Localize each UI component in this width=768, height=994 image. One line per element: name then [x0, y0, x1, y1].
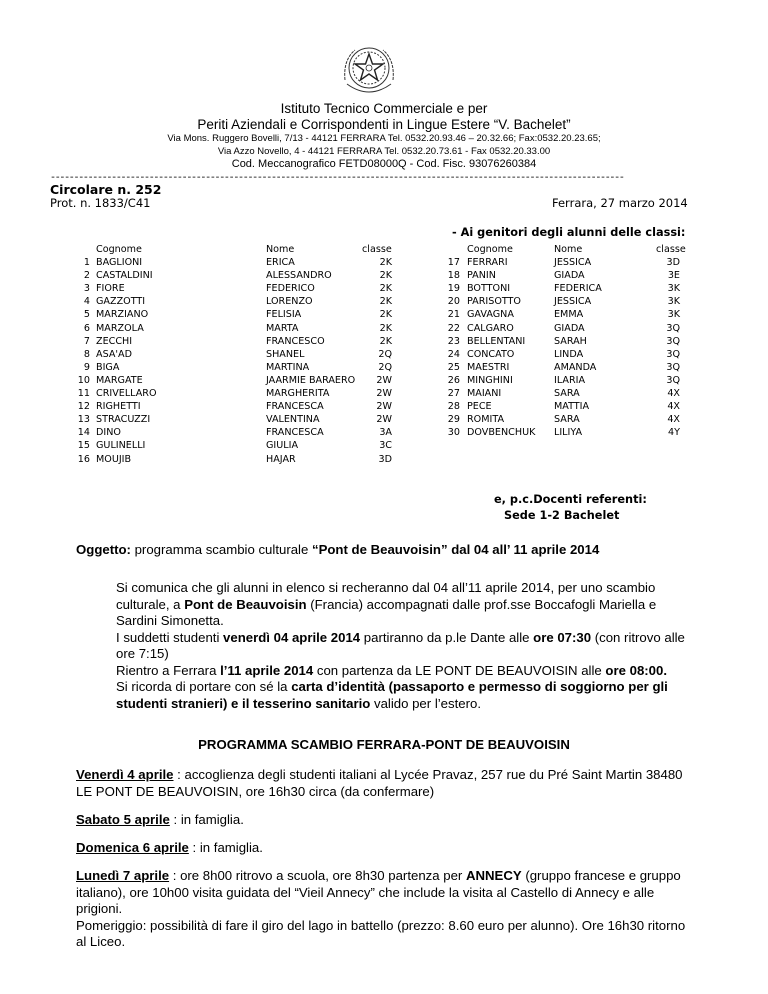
student-class: 3Q	[666, 374, 680, 386]
student-name: ILARIA	[554, 374, 586, 386]
student-surname: ASA'AD	[96, 348, 132, 360]
student-class: 3C	[379, 440, 392, 452]
student-name: MATTIA	[554, 401, 590, 413]
recipients-line: - Ai genitori degli alunni delle classi:	[452, 226, 686, 239]
row-number: 22	[447, 322, 460, 334]
day-4-label: Lunedì 7 aprile	[76, 868, 170, 883]
programme-day-3: Domenica 6 aprile : in famiglia.	[76, 840, 263, 855]
row-number: 8	[83, 348, 90, 360]
student-class: 2K	[379, 322, 392, 334]
row-number: 11	[77, 388, 90, 399]
student-class: 3K	[667, 296, 680, 308]
row-number: 5	[83, 309, 90, 321]
student-class: 2W	[376, 388, 392, 399]
student-class: 3Q	[666, 361, 680, 373]
student-name: FEDERICA	[554, 283, 602, 295]
student-name: JAARMIE BARAERO	[266, 374, 356, 386]
student-surname: RIGHETTI	[96, 401, 141, 413]
day-1-label: Venerdì 4 aprile	[76, 767, 174, 782]
student-surname: MAESTRI	[467, 361, 510, 373]
header-name: Nome	[554, 244, 583, 255]
student-surname: STRACUZZI	[96, 414, 151, 426]
address-line1: Via Mons. Ruggero Bovelli, 7/13 - 44121 FERRARA Tel. 0532.20.93.46 – 20.32.66; Fax:0532.20.23.65;	[167, 133, 601, 144]
student-name: LILIYA	[554, 427, 583, 439]
student-surname: MAIANI	[467, 388, 502, 399]
header-separator: --------------------------------------------------------------------------------------------------------------------------	[50, 173, 624, 184]
student-class: 4X	[667, 401, 680, 413]
student-surname: BAGLIONI	[96, 257, 143, 268]
row-number: 29	[447, 414, 460, 426]
student-surname: DINO	[96, 427, 121, 439]
student-surname: ROMITA	[467, 414, 505, 426]
student-surname: FERRARI	[467, 257, 508, 268]
student-name: SHANEL	[266, 348, 305, 360]
institute-name-line2: Periti Aziendali e Corrispondenti in Lingue Estere “V. Bachelet”	[197, 117, 571, 132]
cc-line1: e, p.c.Docenti referenti:	[494, 493, 647, 506]
student-name: ALESSANDRO	[266, 270, 332, 282]
student-surname: CONCATO	[467, 348, 515, 360]
student-class: 2Q	[378, 361, 392, 373]
student-name: JESSICA	[554, 296, 592, 308]
header-class: classe	[656, 244, 686, 255]
row-number: 23	[447, 335, 460, 347]
student-name: EMMA	[554, 309, 584, 321]
student-surname: CASTALDINI	[96, 270, 153, 282]
student-surname: FIORE	[96, 283, 125, 295]
student-surname: CRIVELLARO	[96, 388, 157, 399]
student-class: 2W	[376, 401, 392, 413]
row-number: 4	[83, 296, 90, 308]
subject-label: Oggetto:	[76, 542, 131, 557]
address-line2: Via Azzo Novello, 4 - 44121 FERRARA Tel. 0532.20.73.61 - Fax 0532.20.33.00	[217, 146, 551, 157]
student-name: ERICA	[266, 257, 295, 268]
body-text	[76, 580, 696, 712]
student-surname: MARZIANO	[96, 309, 149, 321]
header-class: classe	[362, 244, 392, 255]
header-surname: Cognome	[96, 244, 142, 255]
subject-text: programma scambio culturale	[130, 542, 312, 557]
student-class: 3D	[666, 257, 680, 268]
student-class: 2K	[379, 335, 392, 347]
subject-line	[76, 542, 716, 559]
row-number: 21	[447, 309, 460, 321]
student-class: 3Q	[666, 348, 680, 360]
student-surname: MARGATE	[96, 374, 143, 386]
student-class: 3Q	[666, 322, 680, 334]
row-number: 1	[83, 257, 90, 268]
student-surname: DOVBENCHUK	[467, 427, 536, 439]
cc-line2: Sede 1-2 Bachelet	[504, 509, 620, 522]
student-class: 4Y	[668, 427, 680, 439]
student-surname: PECE	[467, 401, 492, 413]
student-class: 2K	[379, 270, 392, 282]
document-date: Ferrara, 27 marzo 2014	[552, 196, 688, 210]
student-surname: PANIN	[467, 270, 496, 282]
student-class: 2W	[376, 414, 392, 426]
student-name: MARTINA	[266, 361, 310, 373]
student-class: 2Q	[378, 348, 392, 360]
student-class: 2K	[379, 257, 392, 268]
student-class: 3D	[378, 453, 392, 465]
programme-day-4: Lunedì 7 aprile : ore 8h00 ritrovo a scuola, ore 8h30 partenza per ANNECY (gruppo francese e gruppo italiano), ore 10h00 visita guidata del “Vieil Annecy” che include la visita al Castello di Annecy e alle prigioni. Pomeriggio: possibilità di fare il giro del lago in battello (prezzo: 8.60 euro per alunno). Ore 16h30 ritorno al Liceo.	[76, 868, 696, 951]
row-number: 16	[77, 453, 90, 465]
programme-day-2: Sabato 5 aprile : in famiglia.	[76, 812, 244, 827]
programme-title: PROGRAMMA SCAMBIO FERRARA-PONT DE BEAUVOISIN	[198, 737, 570, 752]
row-number: 28	[447, 401, 460, 413]
student-class: 2K	[379, 283, 392, 295]
row-number: 18	[447, 270, 460, 282]
student-surname: MINGHINI	[467, 374, 513, 386]
paragraph-3: Rientro a Ferrara l’11 aprile 2014 con partenza da LE PONT DE BEAUVOISIN alle ore 08:00.	[116, 662, 668, 678]
subject-event: “Pont de Beauvoisin” dal 04 all’ 11 aprile 2014	[311, 542, 600, 557]
student-name: JESSICA	[554, 257, 592, 268]
student-name: MARTA	[266, 322, 299, 334]
circular-number: Circolare n. 252	[50, 182, 162, 197]
row-number: 26	[447, 374, 460, 386]
header-name: Nome	[266, 244, 295, 255]
day-3-label: Domenica 6 aprile	[76, 840, 189, 855]
student-name: FRANCESCA	[266, 427, 324, 439]
row-number: 12	[77, 401, 90, 413]
row-number: 30	[447, 427, 460, 439]
student-name: MARGHERITA	[266, 388, 330, 399]
student-class: 2W	[376, 374, 392, 386]
paragraph-1: Si comunica che gli alunni in elenco si recheranno dal 04 all’11 aprile 2014, per uno scambio culturale, a Pont de Beauvoisin (Francia) accompagnati dalle prof.sse Boccafogli Mariella e Sardini Simonetta.	[116, 580, 657, 628]
student-class: 3A	[379, 427, 392, 439]
student-name: GIADA	[554, 322, 585, 334]
row-number: 17	[447, 257, 460, 268]
student-surname: BELLENTANI	[467, 335, 526, 347]
row-number: 15	[77, 440, 90, 452]
student-name: AMANDA	[554, 361, 597, 373]
row-number: 9	[83, 361, 90, 373]
school-codes: Cod. Meccanografico FETD08000Q - Cod. Fisc. 93076260384	[231, 158, 537, 170]
paragraph-4: Si ricorda di portare con sé la carta d’identità (passaporto e permesso di soggiorno per gli studenti stranieri) e il tesserino sanitario valido per l’estero.	[116, 679, 668, 711]
student-class: 2K	[379, 309, 392, 321]
student-surname: PARISOTTO	[467, 296, 521, 308]
student-name: SARA	[554, 414, 580, 426]
row-number: 6	[83, 322, 90, 334]
student-name: VALENTINA	[266, 414, 320, 426]
row-number: 20	[447, 296, 460, 308]
student-name: SARA	[554, 388, 580, 399]
student-class: 3K	[667, 309, 680, 321]
institute-name-line1: Istituto Tecnico Commerciale e per	[280, 101, 488, 116]
student-surname: ZECCHI	[96, 335, 133, 347]
student-name: FELISIA	[266, 309, 302, 321]
row-number: 7	[83, 335, 90, 347]
student-name: SARAH	[554, 335, 587, 347]
row-number: 27	[447, 388, 460, 399]
student-surname: BIGA	[96, 361, 120, 373]
student-name: LORENZO	[266, 296, 313, 308]
row-number: 10	[77, 374, 90, 386]
row-number: 3	[83, 283, 90, 295]
student-class: 3K	[667, 283, 680, 295]
row-number: 19	[447, 283, 460, 295]
student-class: 4X	[667, 388, 680, 399]
student-class: 4X	[667, 414, 680, 426]
student-surname: CALGARO	[467, 322, 514, 334]
student-name: HAJAR	[266, 453, 296, 465]
student-name: FRANCESCO	[266, 335, 325, 347]
student-name: GIADA	[554, 270, 585, 282]
student-surname: GULINELLI	[96, 440, 146, 452]
student-surname: MOUJIB	[96, 453, 132, 465]
paragraph-2: I suddetti studenti venerdì 04 aprile 2014 partiranno da p.le Dante alle ore 07:30 (con ritrovo alle ore 7:15)	[116, 629, 685, 661]
student-name: LINDA	[554, 348, 584, 360]
student-surname: MARZOLA	[96, 322, 144, 334]
student-surname: BOTTONI	[467, 283, 511, 295]
row-number: 13	[77, 414, 90, 426]
row-number: 2	[83, 270, 90, 282]
student-surname: GAZZOTTI	[96, 296, 146, 308]
day-2-label: Sabato 5 aprile	[76, 812, 170, 827]
student-class: 3E	[667, 270, 680, 282]
row-number: 25	[447, 361, 460, 373]
row-number: 24	[447, 348, 460, 360]
student-name: FRANCESCA	[266, 401, 324, 413]
programme-day-1: Venerdì 4 aprile : accoglienza degli studenti italiani al Lycée Pravaz, 257 rue du Pré Saint Martin 38480 LE PONT DE BEAUVOISIN, ore 16h30 circa (da confermare)	[76, 767, 683, 799]
header-surname: Cognome	[467, 244, 513, 255]
student-class: 3Q	[666, 335, 680, 347]
student-name: GIULIA	[266, 440, 299, 452]
student-class: 2K	[379, 296, 392, 308]
protocol-number: Prot. n. 1833/C41	[50, 196, 151, 210]
student-name: FEDERICO	[266, 283, 315, 295]
student-surname: GAVAGNA	[467, 309, 514, 321]
day-4-afternoon: Pomeriggio: possibilità di fare il giro del lago in battello (prezzo: 8.60 euro per alunno). Ore 16h30 ritorno al Liceo.	[76, 917, 686, 949]
row-number: 14	[77, 427, 90, 439]
